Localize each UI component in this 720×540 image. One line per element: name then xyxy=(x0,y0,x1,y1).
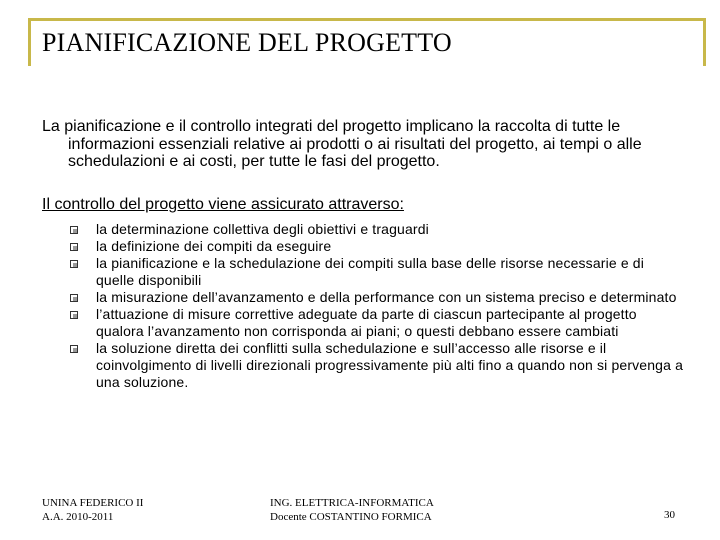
page-number: 30 xyxy=(664,509,675,521)
footer-center xyxy=(270,496,434,524)
footer-teacher: Docente COSTANTINO FORMICA xyxy=(270,511,432,523)
title-frame-right xyxy=(703,18,706,66)
square-bullet-icon xyxy=(70,226,78,234)
footer-course: ING. ELETTRICA-INFORMATICA xyxy=(270,497,434,509)
square-bullet-icon xyxy=(70,243,78,251)
square-bullet-icon xyxy=(70,294,78,302)
title-frame-left xyxy=(28,18,31,66)
bullet-item xyxy=(70,306,685,340)
intro-paragraph: La pianificazione e il controllo integrati del progetto implicano la raccolta di tutte le informazioni essenziali relative ai prodotti o ai risultati del progetto, ai tempi o alle schedulazioni e ai costi, per tutte le fasi del progetto. xyxy=(42,118,642,170)
footer-university: UNINA FEDERICO II xyxy=(42,497,144,509)
bullet-text: l’attuazione di misure correttive adeguate da parte di ciascun partecipante al progetto qualora l’avanzamento non corrisponda ai piani; o questi debbano essere cambiati xyxy=(96,306,637,339)
square-bullet-icon xyxy=(70,345,78,353)
bullet-text: la misurazione dell’avanzamento e della performance con un sistema preciso e determinato xyxy=(96,289,677,305)
bullet-text: la pianificazione e la schedulazione dei compiti sulla base delle risorse necessarie e di quelle disponibili xyxy=(96,255,644,288)
square-bullet-icon xyxy=(70,260,78,268)
bullet-item xyxy=(70,340,685,391)
footer-left xyxy=(42,496,143,524)
bullet-item xyxy=(70,255,685,289)
title-frame-top xyxy=(28,18,706,21)
bullet-list xyxy=(70,221,685,391)
slide-title: PIANIFICAZIONE DEL PROGETTO xyxy=(42,28,452,57)
bullet-text: la definizione dei compiti da eseguire xyxy=(96,238,332,254)
bullet-text: la soluzione diretta dei conflitti sulla schedulazione e sull’accesso alle risorse e il coinvolgimento di livelli direzionali progressivamente più alti fino a quando non si pervenga a una soluzione. xyxy=(96,340,684,390)
square-bullet-icon xyxy=(70,311,78,319)
bullet-item xyxy=(70,221,685,238)
bullet-item xyxy=(70,289,685,306)
bullet-item xyxy=(70,238,685,255)
footer-year: A.A. 2010-2011 xyxy=(42,511,114,523)
bullet-text: la determinazione collettiva degli obiettivi e traguardi xyxy=(96,221,429,237)
control-heading: Il controllo del progetto viene assicurato attraverso: xyxy=(42,196,404,213)
